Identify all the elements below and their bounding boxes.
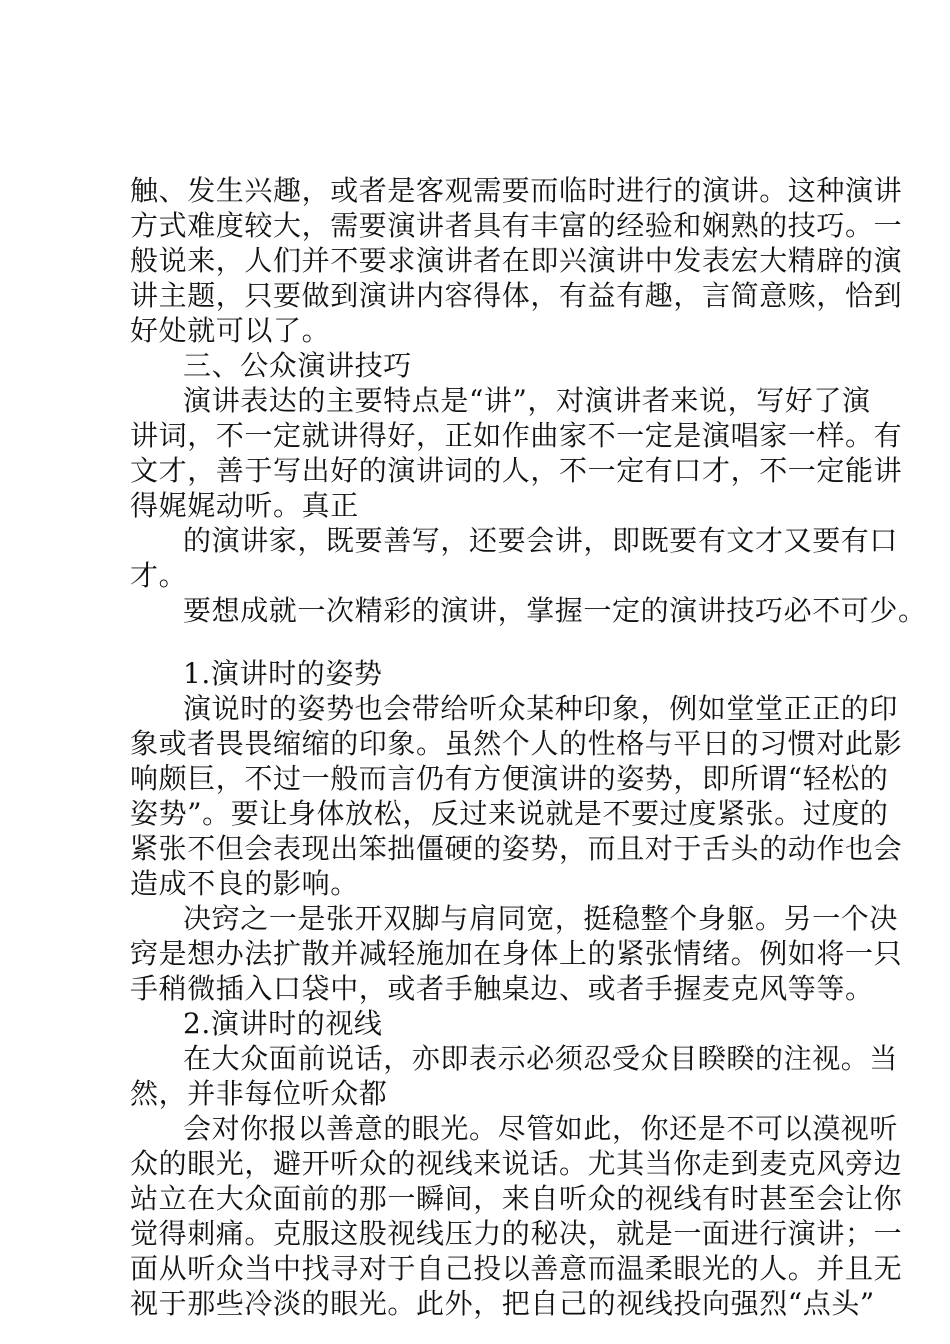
text-line: 才。: [130, 559, 188, 592]
section-heading: 三、公众演讲技巧: [183, 349, 412, 382]
text-line: 要想成就一次精彩的演讲，掌握一定的演讲技巧必不可少。: [183, 594, 927, 627]
subsection-heading: 2.演讲时的视线: [183, 1007, 383, 1040]
text-line: 演说时的姿势也会带给听众某种印象，例如堂堂正正的印: [183, 692, 899, 725]
text-line: 造成不良的影响。: [130, 867, 359, 900]
subsection-heading: 1.演讲时的姿势: [183, 657, 383, 690]
text-line: 决窍之一是张开双脚与肩同宽，挺稳整个身躯。另一个决: [183, 902, 899, 935]
text-line: 方式难度较大，需要演讲者具有丰富的经验和娴熟的技巧。一: [130, 209, 903, 242]
text-line: 手稍微插入口袋中，或者手触桌边、或者手握麦克风等等。: [130, 972, 874, 1005]
text-line: 文才，善于写出好的演讲词的人，不一定有口才，不一定能讲: [130, 454, 903, 487]
text-line: 紧张不但会表现出笨拙僵硬的姿势，而且对于舌头的动作也会: [130, 832, 903, 865]
text-line: 然，并非每位听众都: [130, 1077, 388, 1110]
text-line: 站立在大众面前的那一瞬间，来自听众的视线有时甚至会让你: [130, 1182, 903, 1215]
text-line: 的演讲家，既要善写，还要会讲，即既要有文才又要有口: [183, 524, 899, 557]
text-line: 视于那些冷淡的眼光。此外，把自己的视线投向强烈“点头”: [130, 1287, 875, 1320]
text-line: 觉得刺痛。克服这股视线压力的秘决，就是一面进行演讲；一: [130, 1217, 903, 1250]
text-line: 般说来，人们并不要求演讲者在即兴演讲中发表宏大精辟的演: [130, 244, 903, 277]
text-line: 讲词，不一定就讲得好，正如作曲家不一定是演唱家一样。有: [130, 419, 903, 452]
text-line: 得娓娓动听。真正: [130, 489, 359, 522]
text-line: 会对你报以善意的眼光。尽管如此，你还是不可以漠视听: [183, 1112, 899, 1145]
text-line: 窍是想办法扩散并减轻施加在身体上的紧张情绪。例如将一只: [130, 937, 903, 970]
text-line: 面从听众当中找寻对于自己投以善意而温柔眼光的人。并且无: [130, 1252, 903, 1285]
text-line: 响颇巨，不过一般而言仍有方便演讲的姿势，即所谓“轻松的: [130, 762, 889, 795]
text-line: 好处就可以了。: [130, 314, 331, 347]
text-line: 在大众面前说话，亦即表示必须忍受众目睽睽的注视。当: [183, 1042, 899, 1075]
text-line: 讲主题，只要做到演讲内容得体，有益有趣，言简意赅，恰到: [130, 279, 903, 312]
text-line: 象或者畏畏缩缩的印象。虽然个人的性格与平日的习惯对此影: [130, 727, 903, 760]
text-line: 众的眼光，避开听众的视线来说话。尤其当你走到麦克风旁边: [130, 1147, 903, 1180]
text-line: 触、发生兴趣，或者是客观需要而临时进行的演讲。这种演讲: [130, 174, 903, 207]
text-line: 演讲表达的主要特点是“讲”，对演讲者来说，写好了演: [183, 384, 871, 417]
text-line: 姿势”。要让身体放松，反过来说就是不要过度紧张。过度的: [130, 797, 889, 830]
